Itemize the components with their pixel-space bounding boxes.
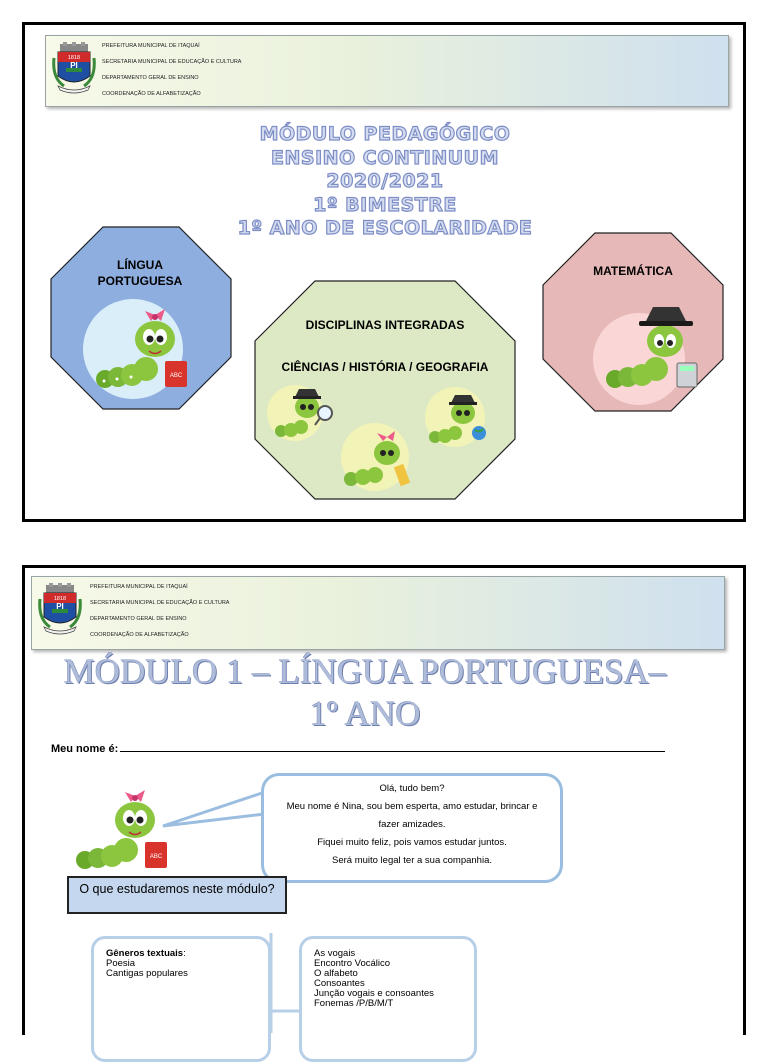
nina-book-label: ABC	[149, 854, 163, 860]
topic-item-4: Consoantes	[314, 978, 365, 989]
institution-header-2	[31, 576, 725, 650]
lingua-portuguesa-label: LÍNGUA PORTUGUESA	[97, 258, 183, 288]
caterpillar-book-icon	[89, 297, 189, 395]
genre-item-1: Poesia	[106, 958, 136, 969]
cover-title	[175, 123, 595, 241]
module-page	[22, 565, 746, 1035]
topics-box	[299, 936, 477, 1062]
header-line-secretaria: SECRETARIA MUNICIPAL DE EDUCAÇÃO E CULTURA	[102, 59, 242, 65]
genres-label: Gêneros textuais	[106, 948, 184, 959]
student-name-line	[51, 741, 665, 755]
crest-year: 1818	[67, 55, 81, 61]
disciplinas-integradas-subjects: CIÊNCIAS / HISTÓRIA / GEOGRAFIA	[281, 360, 489, 374]
crest-letters-2: PI	[56, 602, 64, 611]
header-text	[102, 38, 241, 102]
matematica-label: MATEMÁTICA	[593, 264, 673, 278]
genres-box	[91, 936, 271, 1062]
topic-item-2: Encontro Vocálico	[314, 958, 391, 969]
header-line-departamento-2: DEPARTAMENTO GERAL DE ENSINO	[90, 616, 187, 622]
crest-year-2: 1818	[53, 596, 67, 602]
speech-line-4: Fiquei muito feliz, pois vamos estudar juntos.	[317, 837, 507, 848]
topic-item-3: O alfabeto	[314, 968, 358, 979]
module-title-line-2: 1º ANO	[309, 694, 421, 733]
cover-title-line-3: 2020/2021	[326, 170, 444, 192]
speech-line-3: fazer amizades.	[378, 819, 446, 830]
disciplinas-integradas-title: DISCIPLINAS INTEGRADAS	[305, 318, 465, 332]
header-line-coordenacao-2: COORDENAÇÃO DE ALFABETIZAÇÃO	[90, 632, 189, 638]
name-blank[interactable]	[120, 741, 665, 752]
caterpillar-calculator-icon	[599, 297, 699, 395]
caterpillar-globe-icon	[425, 385, 491, 449]
topic-item-1: As vogais	[314, 948, 356, 959]
cover-title-line-4: 1º BIMESTRE	[313, 193, 457, 216]
cover-title-line-1: MÓDULO PEDAGÓGICO	[259, 123, 511, 145]
municipal-crest-icon	[52, 42, 96, 94]
header-line-departamento: DEPARTAMENTO GERAL DE ENSINO	[102, 75, 199, 81]
caterpillar-magnifier-icon	[271, 383, 335, 441]
cover-title-line-5: 1º ANO DE ESCOLARIDADE	[237, 217, 533, 239]
municipal-crest-icon-2	[38, 583, 82, 635]
header-text-2	[90, 579, 229, 643]
speech-bubble-tail	[155, 788, 267, 828]
topic-item-5: Junção vogais e consoantes	[314, 988, 434, 999]
institution-header	[45, 35, 729, 107]
caterpillar-pencil-icon	[339, 425, 415, 489]
name-label: Meu nome é:	[51, 743, 119, 755]
crest-letters: PI	[70, 61, 78, 70]
study-question-box: O que estudaremos neste módulo?	[67, 876, 287, 914]
speech-line-5: Será muito legal ter a sua companhia.	[331, 855, 492, 866]
header-line-coordenacao: COORDENAÇÃO DE ALFABETIZAÇÃO	[102, 91, 201, 97]
speech-bubble	[261, 773, 563, 883]
speech-line-2: Meu nome é Nina, sou bem esperta, amo estudar, brincar e	[286, 801, 538, 812]
genre-item-2: Cantigas populares	[106, 968, 188, 979]
header-line-city: PREFEITURA MUNICIPAL DE ITAQUAÍ	[102, 43, 200, 49]
genres-heading: Gêneros textuais:	[106, 948, 186, 959]
header-line-city-2: PREFEITURA MUNICIPAL DE ITAQUAÍ	[90, 584, 188, 590]
cover-title-line-2: ENSINO CONTINUUM	[271, 146, 499, 169]
module-title-line-1: MÓDULO 1 – LÍNGUA PORTUGUESA–	[63, 652, 667, 691]
topic-item-6: Fonemas /P/B/M/T	[314, 998, 394, 1009]
cover-page	[22, 22, 746, 522]
header-line-secretaria-2: SECRETARIA MUNICIPAL DE EDUCAÇÃO E CULTURA	[90, 600, 230, 606]
book-label: ABC	[169, 373, 183, 379]
speech-line-1: Olá, tudo bem?	[379, 783, 445, 794]
